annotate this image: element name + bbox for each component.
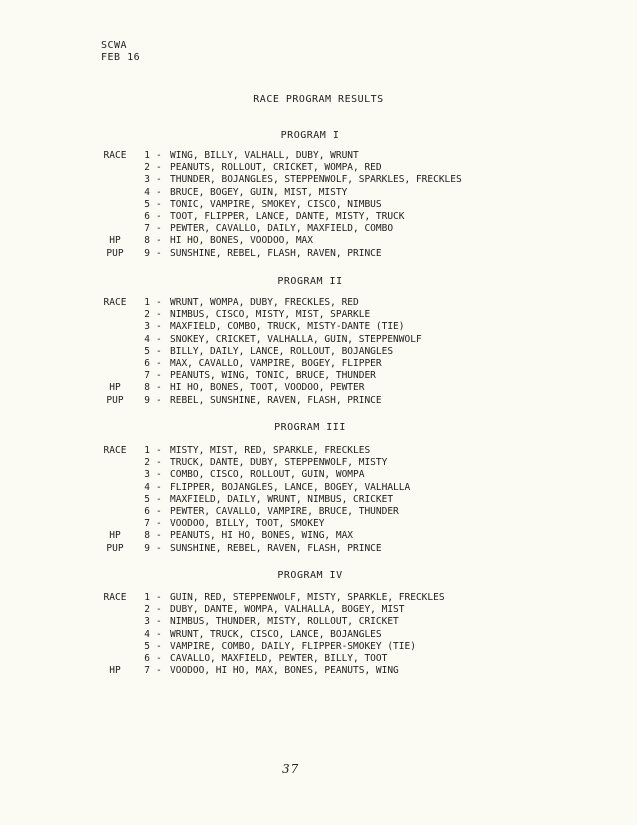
race-number: 2 (144, 309, 150, 321)
finish-order: PEANUTS, HI HO, BONES, WING, MAX (170, 530, 354, 542)
race-row (98, 530, 618, 542)
separator-dash: - (156, 186, 162, 198)
separator-dash: - (156, 505, 162, 517)
race-number: 2 (144, 162, 150, 174)
race-number: 1 (144, 297, 150, 308)
program-results (98, 297, 618, 407)
separator-dash: - (156, 652, 162, 664)
separator-dash: - (156, 162, 162, 174)
race-number: 5 (144, 640, 150, 652)
program-title: PROGRAM III (274, 422, 346, 433)
race-row (98, 482, 618, 494)
race-row (98, 506, 618, 518)
race-number: 4 (144, 333, 150, 345)
separator-dash: - (156, 394, 162, 406)
program-title: PROGRAM II (277, 276, 343, 287)
race-row (98, 346, 618, 358)
document-header (101, 40, 140, 64)
race-row (98, 395, 618, 407)
race-type-label: RACE (103, 445, 127, 456)
race-number: 3 (144, 321, 150, 333)
separator-dash: - (156, 174, 162, 186)
race-type-label: HP (109, 665, 121, 677)
finish-order: VOODOO, BILLY, TOOT, SMOKEY (170, 518, 325, 530)
race-row (98, 199, 618, 211)
separator-dash: - (156, 542, 162, 554)
finish-order: REBEL, SUNSHINE, RAVEN, FLASH, PRINCE (170, 394, 382, 406)
finish-order: PEANUTS, WING, TONIC, BRUCE, THUNDER (170, 370, 376, 382)
race-number: 5 (144, 198, 150, 210)
race-number: 1 (144, 445, 150, 456)
race-row (98, 223, 618, 235)
finish-order: DUBY, DANTE, WOMPA, VALHALLA, BOGEY, MIST (170, 604, 405, 616)
separator-dash: - (156, 210, 162, 222)
separator-dash: - (156, 345, 162, 357)
race-number: 3 (144, 616, 150, 628)
finish-order: GUIN, RED, STEPPENWOLF, MISTY, SPARKLE, FRECKLES (170, 592, 445, 603)
race-row (98, 309, 618, 321)
separator-dash: - (156, 640, 162, 652)
separator-dash: - (156, 665, 162, 677)
race-row (98, 174, 618, 186)
race-number: 3 (144, 469, 150, 481)
separator-dash: - (156, 445, 162, 456)
race-number: 4 (144, 186, 150, 198)
separator-dash: - (156, 150, 162, 161)
race-row (98, 494, 618, 506)
separator-dash: - (156, 382, 162, 394)
page-title: RACE PROGRAM RESULTS (253, 94, 384, 105)
date: FEB 16 (101, 52, 141, 63)
separator-dash: - (156, 518, 162, 530)
separator-dash: - (156, 592, 162, 603)
race-type-label: RACE (103, 592, 127, 603)
race-row (98, 150, 618, 162)
finish-order: VAMPIRE, COMBO, DAILY, FLIPPER-SMOKEY (TIE) (170, 640, 416, 652)
program-results (98, 592, 618, 677)
race-number: 5 (144, 493, 150, 505)
program-title: PROGRAM IV (277, 570, 343, 581)
race-row (98, 382, 618, 394)
race-number: 1 (144, 592, 150, 603)
finish-order: VOODOO, HI HO, MAX, BONES, PEANUTS, WING (170, 665, 399, 677)
finish-order: SUNSHINE, REBEL, FLASH, RAVEN, PRINCE (170, 247, 382, 259)
race-row (98, 187, 618, 199)
race-row (98, 358, 618, 370)
race-type-label: HP (109, 530, 121, 542)
finish-order: HI HO, BONES, TOOT, VOODOO, PEWTER (170, 382, 365, 394)
race-row (98, 235, 618, 247)
finish-order: TONIC, VAMPIRE, SMOKEY, CISCO, NIMBUS (170, 198, 382, 210)
race-row (98, 321, 618, 333)
race-number: 8 (144, 530, 150, 542)
race-number: 9 (144, 542, 150, 554)
finish-order: WRUNT, TRUCK, CISCO, LANCE, BOJANGLES (170, 628, 382, 640)
race-number: 7 (144, 518, 150, 530)
finish-order: SNOKEY, CRICKET, VALHALLA, GUIN, STEPPENWOLF (170, 333, 422, 345)
race-row (98, 653, 618, 665)
race-number: 6 (144, 357, 150, 369)
race-number: 4 (144, 481, 150, 493)
separator-dash: - (156, 481, 162, 493)
program-results (98, 445, 618, 555)
race-number: 9 (144, 247, 150, 259)
race-row (98, 665, 618, 677)
separator-dash: - (156, 333, 162, 345)
program-title: PROGRAM I (280, 130, 340, 141)
finish-order: MAXFIELD, COMBO, TRUCK, MISTY-DANTE (TIE) (170, 321, 405, 333)
finish-order: NIMBUS, CISCO, MISTY, MIST, SPARKLE (170, 309, 371, 321)
separator-dash: - (156, 469, 162, 481)
finish-order: HI HO, BONES, VOODOO, MAX (170, 235, 313, 247)
finish-order: MAX, CAVALLO, VAMPIRE, BOGEY, FLIPPER (170, 357, 382, 369)
race-number: 5 (144, 345, 150, 357)
race-row (98, 370, 618, 382)
race-row (98, 162, 618, 174)
finish-order: FLIPPER, BOJANGLES, LANCE, BOGEY, VALHALLA (170, 481, 411, 493)
separator-dash: - (156, 223, 162, 235)
race-row (98, 543, 618, 555)
race-type-label: RACE (103, 150, 127, 161)
separator-dash: - (156, 247, 162, 259)
race-number: 1 (144, 150, 150, 161)
separator-dash: - (156, 493, 162, 505)
finish-order: BRUCE, BOGEY, GUIN, MIST, MISTY (170, 186, 348, 198)
race-row (98, 297, 618, 309)
finish-order: COMBO, CISCO, ROLLOUT, GUIN, WOMPA (170, 469, 365, 481)
race-row (98, 457, 618, 469)
finish-order: WING, BILLY, VALHALL, DUBY, WRUNT (170, 150, 359, 161)
race-row (98, 604, 618, 616)
race-number: 7 (144, 223, 150, 235)
race-type-label: PUP (106, 247, 124, 259)
race-number: 9 (144, 394, 150, 406)
race-number: 4 (144, 628, 150, 640)
race-number: 3 (144, 174, 150, 186)
org-code: SCWA (101, 40, 128, 51)
race-row (98, 445, 618, 457)
separator-dash: - (156, 309, 162, 321)
race-row (98, 629, 618, 641)
race-row (98, 248, 618, 260)
race-type-label: HP (109, 235, 121, 247)
race-number: 7 (144, 370, 150, 382)
race-type-label: PUP (106, 394, 124, 406)
race-number: 6 (144, 652, 150, 664)
separator-dash: - (156, 628, 162, 640)
separator-dash: - (156, 604, 162, 616)
separator-dash: - (156, 198, 162, 210)
finish-order: WRUNT, WOMPA, DUBY, FRECKLES, RED (170, 297, 359, 308)
separator-dash: - (156, 357, 162, 369)
race-number: 6 (144, 210, 150, 222)
finish-order: BILLY, DAILY, LANCE, ROLLOUT, BOJANGLES (170, 345, 394, 357)
separator-dash: - (156, 616, 162, 628)
separator-dash: - (156, 297, 162, 308)
finish-order: MISTY, MIST, RED, SPARKLE, FRECKLES (170, 445, 371, 456)
race-row (98, 641, 618, 653)
race-row (98, 334, 618, 346)
finish-order: PEWTER, CAVALLO, DAILY, MAXFIELD, COMBO (170, 223, 394, 235)
finish-order: THUNDER, BOJANGLES, STEPPENWOLF, SPARKLES, FRECKLES (170, 174, 462, 186)
finish-order: TOOT, FLIPPER, LANCE, DANTE, MISTY, TRUCK (170, 210, 405, 222)
race-number: 8 (144, 235, 150, 247)
separator-dash: - (156, 370, 162, 382)
finish-order: TRUCK, DANTE, DUBY, STEPPENWOLF, MISTY (170, 457, 388, 469)
finish-order: PEANUTS, ROLLOUT, CRICKET, WOMPA, RED (170, 162, 382, 174)
page-number: 37 (282, 762, 300, 776)
finish-order: MAXFIELD, DAILY, WRUNT, NIMBUS, CRICKET (170, 493, 394, 505)
race-number: 2 (144, 457, 150, 469)
race-type-label: HP (109, 382, 121, 394)
race-type-label: PUP (106, 542, 124, 554)
separator-dash: - (156, 235, 162, 247)
race-row (98, 616, 618, 628)
separator-dash: - (156, 530, 162, 542)
race-type-label: RACE (103, 297, 127, 308)
separator-dash: - (156, 457, 162, 469)
finish-order: NIMBUS, THUNDER, MISTY, ROLLOUT, CRICKET (170, 616, 399, 628)
race-row (98, 469, 618, 481)
finish-order: PEWTER, CAVALLO, VAMPIRE, BRUCE, THUNDER (170, 505, 399, 517)
race-row (98, 211, 618, 223)
race-row (98, 592, 618, 604)
race-number: 8 (144, 382, 150, 394)
race-row (98, 518, 618, 530)
separator-dash: - (156, 321, 162, 333)
program-results (98, 150, 618, 260)
race-number: 2 (144, 604, 150, 616)
finish-order: SUNSHINE, REBEL, RAVEN, FLASH, PRINCE (170, 542, 382, 554)
finish-order: CAVALLO, MAXFIELD, PEWTER, BILLY, TOOT (170, 652, 388, 664)
race-number: 7 (144, 665, 150, 677)
race-number: 6 (144, 505, 150, 517)
